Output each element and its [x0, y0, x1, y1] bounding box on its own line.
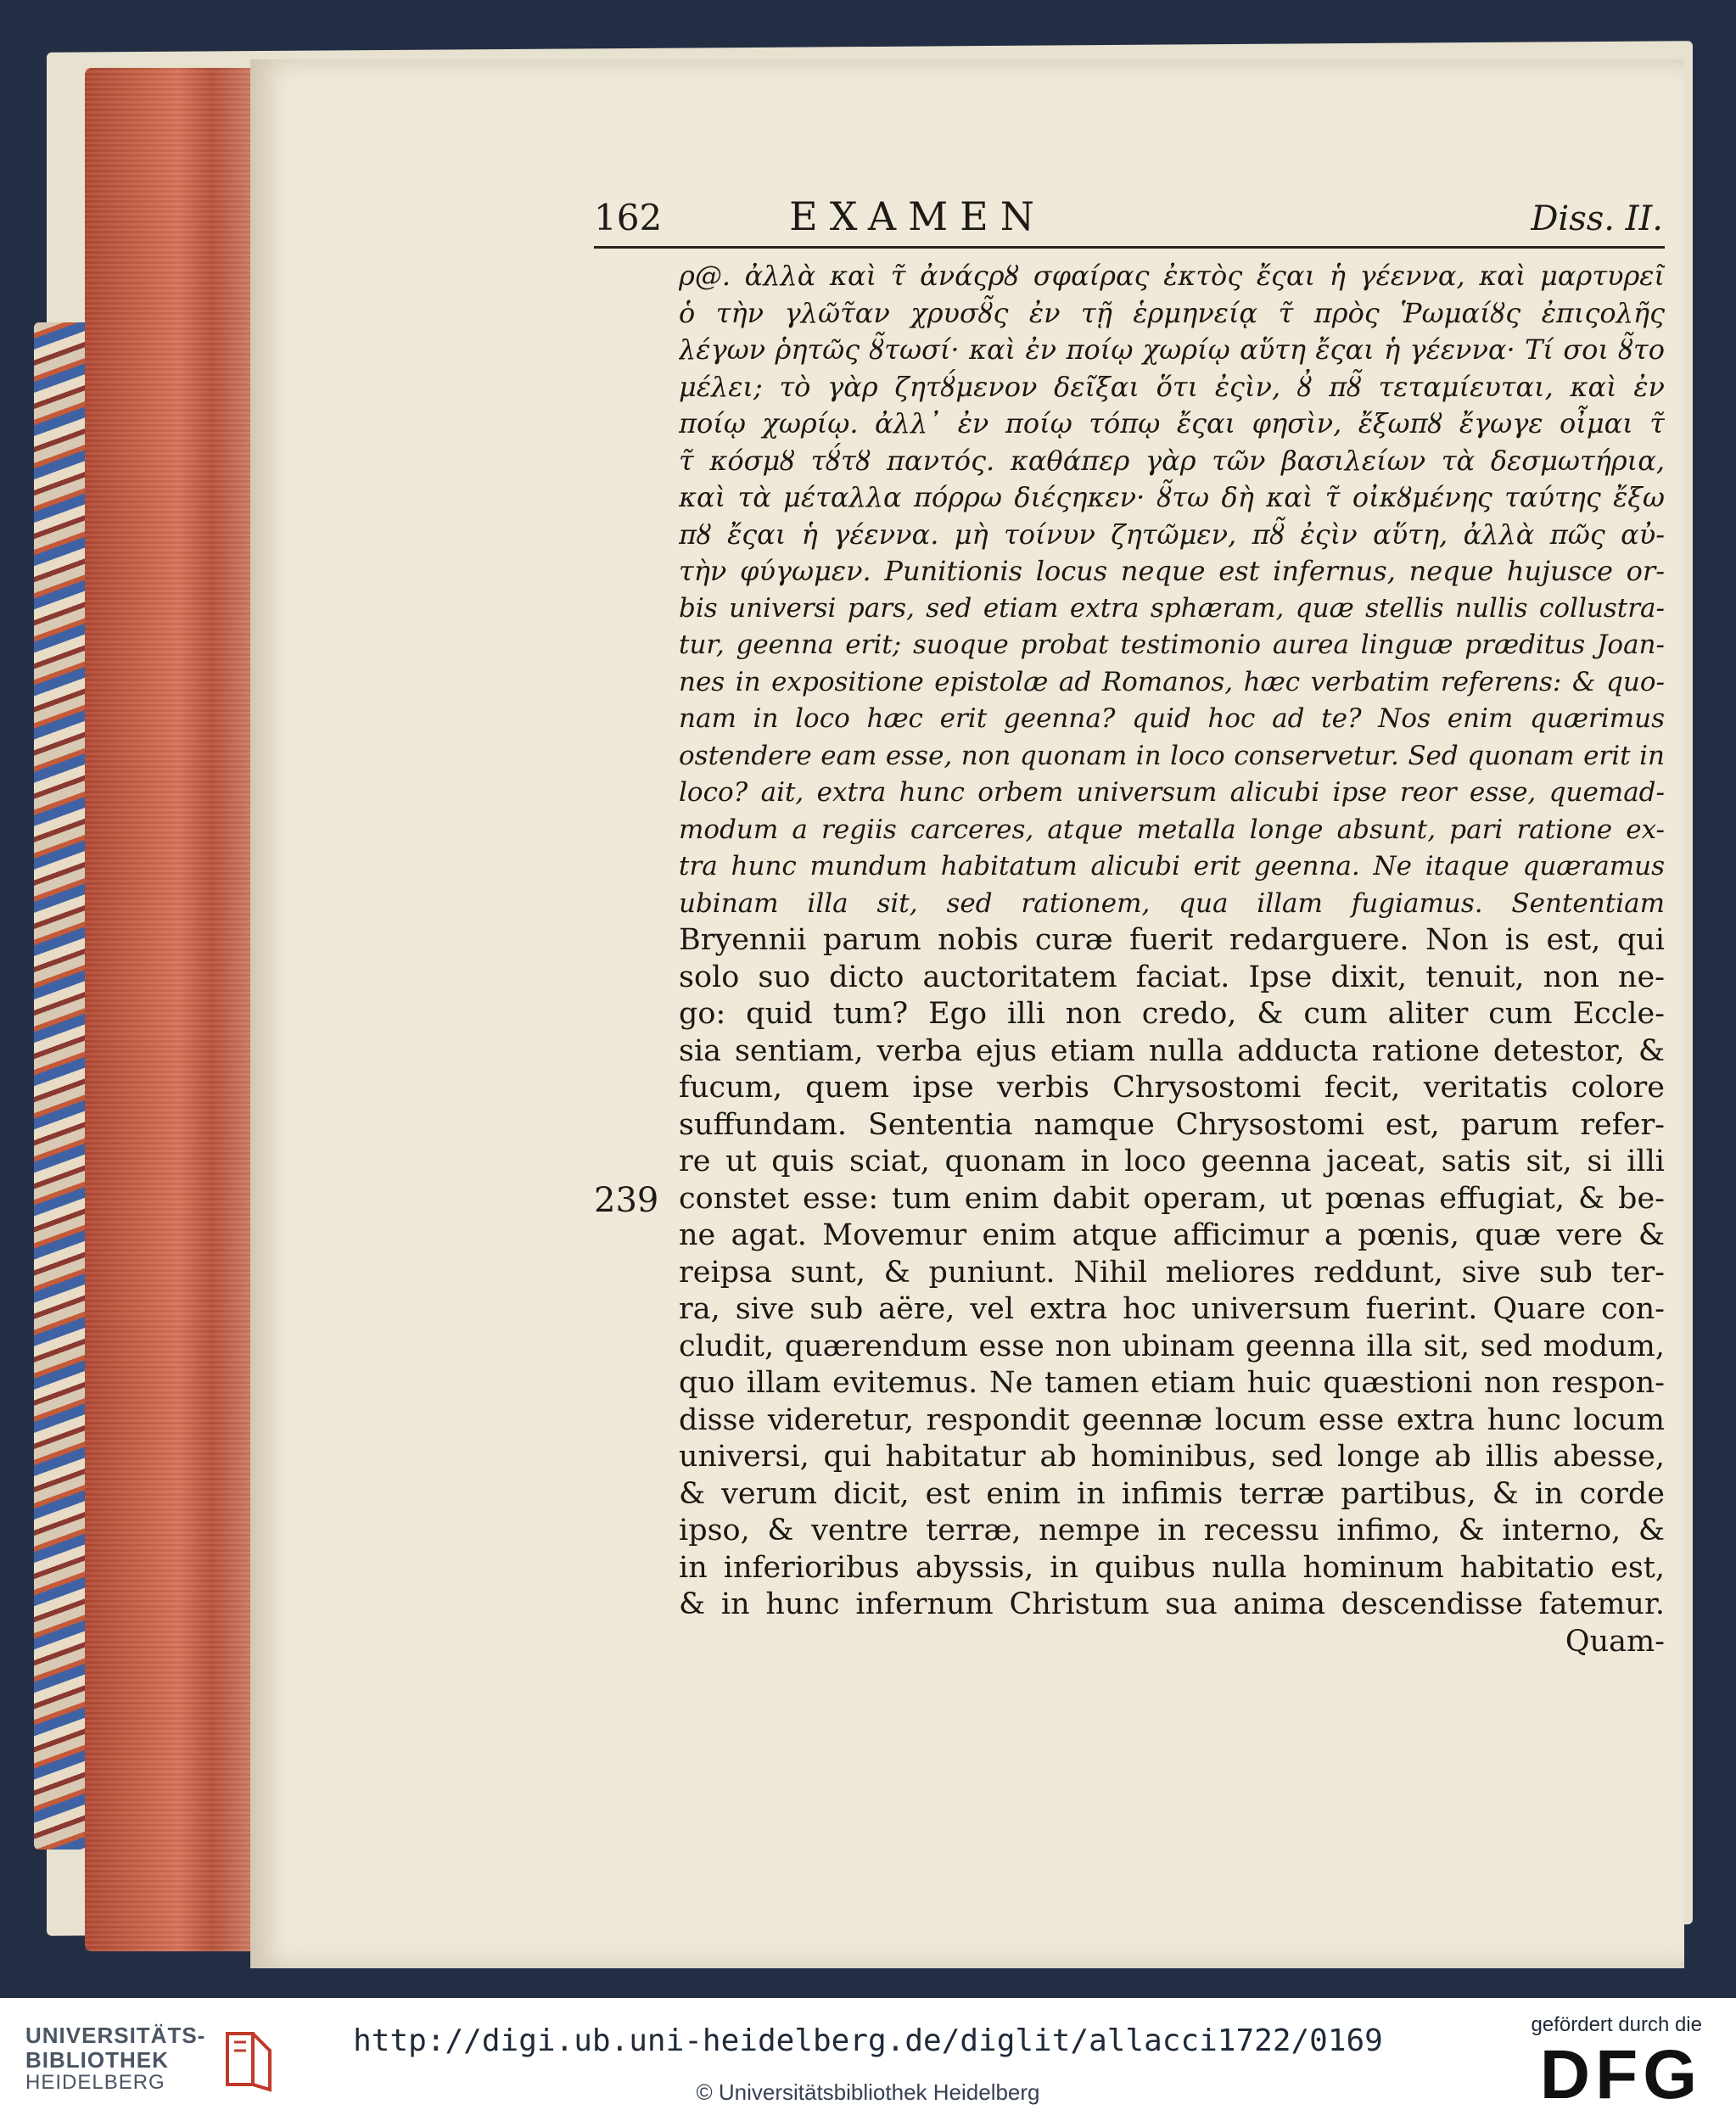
text-line: ὁ τὴν γλῶτ̃αν χρυσȣ̃ς ἐν τῇ ἑρμηνείᾳ τ̃ πρὸς Ῥωμαίȣς ἐπιςολῆς — [679, 296, 1665, 329]
body-text — [679, 258, 1665, 1660]
text-line: τ̃ κόσμȣ τȣ́τȣ παντός. καθάπερ γὰρ τῶν βασιλείων τὰ δεσμωτήρια, — [679, 444, 1665, 477]
viewer-footer — [0, 1998, 1736, 2121]
text-line: in inferioribus abyssis, in quibus nulla hominum habitatio est, — [679, 1550, 1665, 1585]
text-line: tur, geenna erit; suoque probat testimonio aurea linguæ præditus Joan- — [679, 630, 1665, 660]
text-line: ποίῳ χωρίῳ. ἀλλ᾽ ἐν ποίῳ τόπῳ ἔςαι φησὶν, ἔξωπȣ ἔγωγε οἶμαι τ̃ — [679, 407, 1665, 439]
text-line: suffundam. Sententia namque Chrysostomi est, parum refer- — [679, 1107, 1665, 1142]
text-line: Bryennii parum nobis curæ fuerit redarguere. Non is est, qui — [679, 923, 1665, 957]
text-line: ne agat. Movemur enim atque afficimur a pœnis, quæ vere & — [679, 1218, 1665, 1252]
page-header — [594, 193, 1680, 244]
text-line: modum a regiis carceres, atque metalla longe absunt, pari ratione ex- — [679, 814, 1665, 845]
running-head: EXAMEN — [789, 193, 1047, 239]
text-line: disse videretur, respondit geennæ locum esse extra hunc locum — [679, 1402, 1665, 1437]
funding-caption: gefördert durch die — [1531, 2013, 1702, 2036]
header-rule — [594, 246, 1665, 249]
text-line: sia sentiam, verba ejus etiam nulla adducta ratione detestor, & — [679, 1033, 1665, 1068]
text-line: solo suo dicto auctoritatem faciat. Ipse dixit, tenuit, non ne- — [679, 960, 1665, 994]
text-line: & in hunc infernum Christum sua anima descendisse fatemur. — [679, 1587, 1665, 1621]
library-name-line2: BIBLIOTHEK — [25, 2046, 169, 2073]
text-line: quo illam evitemus. Ne tamen etiam huic quæstioni non respon- — [679, 1366, 1665, 1400]
text-line: τὴν φύγωμεν. Punitionis locus neque est infernus, neque hujusce or- — [679, 555, 1665, 587]
copyright-notice: © Universitätsbibliothek Heidelberg — [696, 2079, 1040, 2105]
text-line: constet esse: tum enim dabit operam, ut pœnas effugiat, & be- — [679, 1181, 1665, 1216]
text-line: ρ@. ἀλλὰ καὶ τ̃ ἀνάςρȣ σφαίρας ἐκτὸς ἔςαι ἡ γέεννα, καὶ μαρτυρεῖ — [679, 260, 1665, 292]
text-line: fucum, quem ipse verbis Chrysostomi fecit, veritatis colore — [679, 1071, 1665, 1105]
funder-block[interactable] — [1531, 2013, 1702, 2113]
page-number: 162 — [594, 197, 663, 238]
text-line: ubinam illa sit, sed rationem, qua illam fugiamus. Sententiam — [679, 887, 1665, 919]
page-url[interactable]: http://digi.ub.uni-heidelberg.de/diglit/allacci1722/0169 — [353, 2023, 1383, 2058]
text-line: μέλει; τὸ γὰρ ζητȣ́μενον δεῖξαι ὅτι ἐςὶν, ȣ̓ πȣ̃ τεταμίευται, καὶ ἐν — [679, 370, 1665, 403]
page-fore-edge — [85, 68, 255, 1951]
text-line: λέγων ῥητῶς ȣ̃τωσί· καὶ ἐν ποίῳ χωρίῳ αὕτη ἔςαι ἡ γέεννα· Τί σοι ȣ̃το — [679, 333, 1665, 366]
text-line: loco? ait, extra hunc orbem universum alicubi ipse reor esse, quemad- — [679, 777, 1665, 808]
text-line: nes in expositione epistolæ ad Romanos, hæc verbatim referens: & quo- — [679, 666, 1665, 697]
library-name-line1: UNIVERSITÄTS- — [25, 2023, 206, 2048]
text-line: ostendere eam esse, non quonam in loco conservetur. Sed quonam erit in — [679, 740, 1665, 771]
text-line: nam in loco hæc erit geenna? quid hoc ad te? Nos enim quærimus — [679, 703, 1665, 734]
library-name-line3: HEIDELBERG — [25, 2071, 165, 2095]
text-line: πȣ ἔςαι ἡ γέεννα. μὴ τοίνυν ζητῶμεν, πȣ̃ ἐςὶν αὕτη, ἀλλὰ πῶς αὐ- — [679, 518, 1665, 551]
text-line: ipso, & ventre terræ, nempe in recessu infimo, & interno, & — [679, 1514, 1665, 1547]
text-line: & verum dicit, est enim in infimis terræ partibus, & in corde — [679, 1476, 1665, 1511]
text-line: ra, sive sub aëre, vel extra hoc universum fuerint. Quare con- — [679, 1292, 1665, 1326]
text-line: Quam- — [1565, 1624, 1665, 1659]
text-line: tra hunc mundum habitatum alicubi erit geenna. Ne itaque quæramus — [679, 851, 1665, 881]
dfg-logo: DFG — [1539, 2036, 1702, 2113]
margin-number: 239 — [594, 1181, 659, 1220]
text-line: universi, qui habitatur ab hominibus, sed longe ab illis abesse, — [679, 1440, 1665, 1474]
dissertation-label: Diss. II. — [1531, 199, 1663, 238]
text-line: go: quid tum? Ego illi non credo, & cum aliter cum Eccle- — [679, 997, 1665, 1031]
text-line: re ut quis sciat, quonam in loco geenna jaceat, satis sit, si illi — [679, 1144, 1665, 1178]
text-line: cludit, quærendum esse non ubinam geenna illa sit, sed modum, — [679, 1329, 1665, 1363]
text-line: καὶ τὰ μέταλλα πόρρω διέςηκεν· ȣ̃τω δὴ καὶ τ̃ οἰκȣμένης ταύτης ἔξω — [679, 481, 1665, 513]
text-line: bis universi pars, sed etiam extra sphæram, quæ stellis nullis collustra- — [679, 592, 1665, 624]
text-line: reipsa sunt, & puniunt. Nihil meliores reddunt, sive sub ter- — [679, 1255, 1665, 1290]
